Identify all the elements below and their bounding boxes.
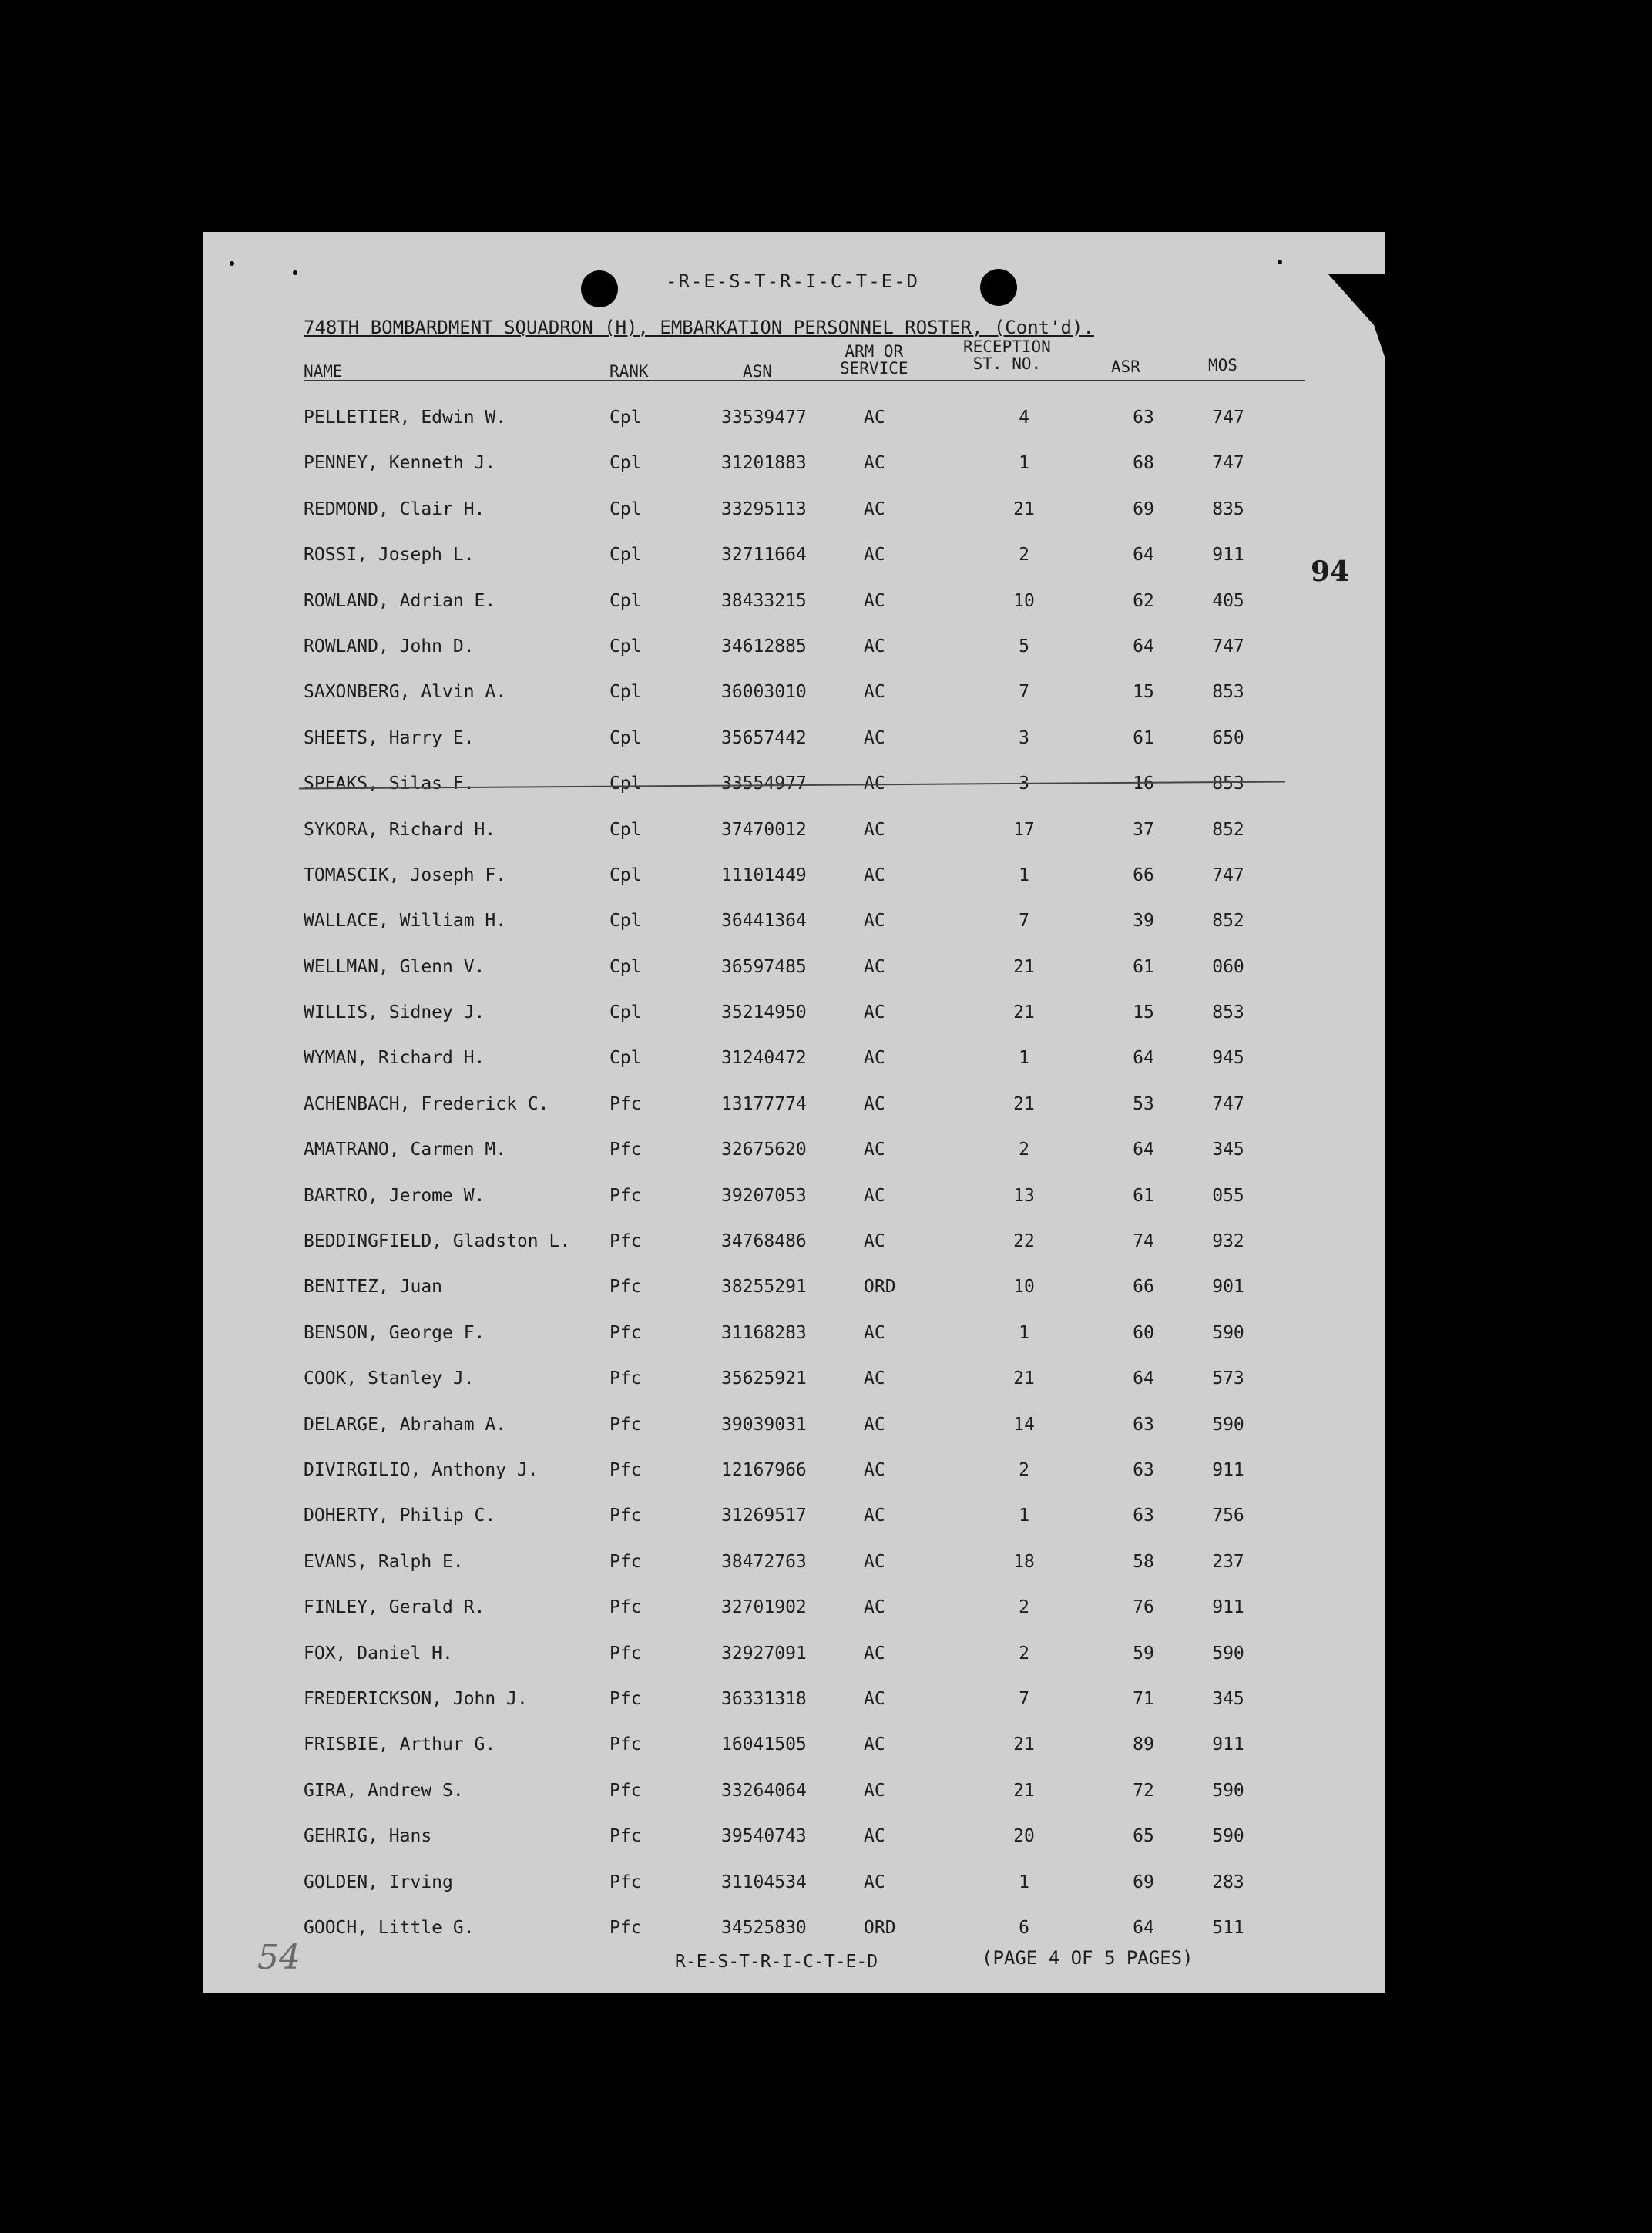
roster-reception-station: 14 [1013, 1414, 1035, 1435]
roster-name: SAXONBERG, Alvin A. [304, 682, 507, 703]
roster-rank: Cpl [609, 682, 642, 703]
speck [293, 270, 297, 275]
roster-reception-station: 21 [1013, 1002, 1035, 1023]
table-row [203, 911, 1385, 956]
roster-name: SHEETS, Harry E. [304, 727, 475, 748]
classification-header: -R-E-S-T-R-I-C-T-E-D [666, 270, 919, 292]
roster-mos: 911 [1212, 1597, 1244, 1618]
table-row [203, 1048, 1385, 1093]
roster-reception-station: 17 [1013, 819, 1035, 840]
roster-arm: AC [864, 819, 885, 840]
table-row [203, 1415, 1385, 1460]
roster-asr: 64 [1133, 636, 1154, 656]
roster-arm: AC [864, 774, 885, 794]
roster-asr: 15 [1133, 1002, 1154, 1023]
roster-mos: 852 [1212, 819, 1244, 840]
roster-arm: AC [864, 1414, 885, 1435]
header-rule [304, 380, 1305, 381]
roster-mos: 835 [1212, 499, 1244, 519]
roster-name: SYKORA, Richard H. [304, 819, 496, 840]
roster-mos: 747 [1212, 453, 1244, 474]
roster-name: COOK, Stanley J. [304, 1368, 475, 1389]
roster-asr: 61 [1133, 956, 1154, 977]
roster-name: WYMAN, Richard H. [304, 1048, 485, 1069]
page-count: (PAGE 4 OF 5 PAGES) [982, 1947, 1194, 1969]
roster-mos: 590 [1212, 1322, 1244, 1343]
roster-arm: AC [864, 1688, 885, 1709]
roster-title: 748TH BOMBARDMENT SQUADRON (H), EMBARKATION PERSONNEL ROSTER, (Cont'd). [304, 317, 1094, 338]
roster-reception-station: 3 [1019, 727, 1029, 748]
roster-mos: 590 [1212, 1826, 1244, 1847]
roster-rank: Pfc [609, 1231, 642, 1252]
roster-arm: AC [864, 956, 885, 977]
roster-reception-station: 1 [1019, 865, 1029, 885]
roster-reception-station: 7 [1019, 682, 1029, 703]
roster-arm: AC [864, 1140, 885, 1160]
roster-reception-station: 1 [1019, 1506, 1029, 1526]
roster-arm: AC [864, 590, 885, 611]
roster-asr: 63 [1133, 408, 1154, 428]
roster-asr: 60 [1133, 1322, 1154, 1343]
roster-rank: Cpl [609, 956, 642, 977]
roster-asn: 34768486 [721, 1231, 807, 1252]
roster-name: ACHENBACH, Frederick C. [304, 1093, 549, 1114]
roster-rank: Pfc [609, 1414, 642, 1435]
roster-asn: 35657442 [721, 727, 807, 748]
roster-name: REDMOND, Clair H. [304, 499, 485, 519]
roster-asn: 31168283 [721, 1322, 807, 1343]
roster-arm: AC [864, 1597, 885, 1618]
roster-name: SPEAKS, Silas F. [304, 774, 475, 794]
page-mark: 94 [1311, 556, 1350, 588]
roster-mos: 283 [1212, 1872, 1244, 1892]
roster-mos: 747 [1212, 636, 1244, 656]
roster-mos: 853 [1212, 682, 1244, 703]
roster-mos: 945 [1212, 1048, 1244, 1069]
roster-rank: Pfc [609, 1185, 642, 1206]
table-row [203, 1277, 1385, 1322]
roster-reception-station: 2 [1019, 545, 1029, 566]
roster-reception-station: 1 [1019, 1872, 1029, 1892]
roster-asr: 74 [1133, 1231, 1154, 1252]
roster-rank: Pfc [609, 1459, 642, 1480]
roster-arm: AC [864, 911, 885, 932]
roster-asn: 34612885 [721, 636, 807, 656]
roster-rank: Pfc [609, 1506, 642, 1526]
roster-mos: 911 [1212, 1459, 1244, 1480]
roster-reception-station: 10 [1013, 1277, 1035, 1298]
roster-mos: 932 [1212, 1231, 1244, 1252]
roster-rank: Cpl [609, 408, 642, 428]
roster-reception-station: 20 [1013, 1826, 1035, 1847]
column-header-reception: RECEPTION ST. NO. [963, 337, 1051, 373]
punch-hole-left [581, 270, 618, 307]
roster-reception-station: 4 [1019, 408, 1029, 428]
roster-mos: 747 [1212, 1093, 1244, 1114]
column-header-name: NAME [304, 362, 343, 381]
roster-name: ROWLAND, John D. [304, 636, 475, 656]
roster-rank: Pfc [609, 1597, 642, 1618]
table-row [203, 1826, 1385, 1872]
roster-asn: 12167966 [721, 1459, 807, 1480]
speck [230, 261, 234, 266]
roster-reception-station: 1 [1019, 453, 1029, 474]
roster-mos: 911 [1212, 1734, 1244, 1755]
roster-name: BEDDINGFIELD, Gladston L. [304, 1231, 571, 1252]
table-row [203, 728, 1385, 774]
table-row [203, 1734, 1385, 1780]
roster-arm: AC [864, 636, 885, 656]
roster-name: GIRA, Andrew S. [304, 1780, 464, 1801]
roster-mos: 853 [1212, 1002, 1244, 1023]
speck [1278, 260, 1282, 264]
roster-reception-station: 3 [1019, 774, 1029, 794]
table-row [203, 1231, 1385, 1277]
roster-table [203, 408, 1385, 1963]
roster-arm: AC [864, 1551, 885, 1572]
roster-reception-station: 1 [1019, 1322, 1029, 1343]
roster-arm: AC [864, 682, 885, 703]
table-row [203, 1552, 1385, 1597]
roster-mos: 747 [1212, 865, 1244, 885]
roster-rank: Pfc [609, 1734, 642, 1755]
roster-reception-station: 7 [1019, 1688, 1029, 1709]
roster-mos: 590 [1212, 1780, 1244, 1801]
roster-asn: 13177774 [721, 1093, 807, 1114]
roster-arm: AC [864, 1322, 885, 1343]
roster-arm: AC [864, 727, 885, 748]
roster-asn: 37470012 [721, 819, 807, 840]
roster-asn: 39540743 [721, 1826, 807, 1847]
roster-asr: 59 [1133, 1643, 1154, 1664]
roster-asr: 16 [1133, 774, 1154, 794]
roster-asn: 36003010 [721, 682, 807, 703]
column-header-rank: RANK [609, 362, 649, 381]
roster-mos: 590 [1212, 1643, 1244, 1664]
roster-arm: AC [864, 1872, 885, 1892]
table-row [203, 1872, 1385, 1918]
roster-asn: 31201883 [721, 453, 807, 474]
roster-asr: 66 [1133, 865, 1154, 885]
roster-arm: AC [864, 865, 885, 885]
table-row [203, 1094, 1385, 1140]
table-row [203, 1506, 1385, 1551]
roster-rank: Cpl [609, 499, 642, 519]
roster-arm: AC [864, 1506, 885, 1526]
roster-name: FREDERICKSON, John J. [304, 1688, 528, 1709]
roster-mos: 573 [1212, 1368, 1244, 1389]
roster-name: AMATRANO, Carmen M. [304, 1140, 507, 1160]
roster-asn: 33539477 [721, 408, 807, 428]
roster-name: WELLMAN, Glenn V. [304, 956, 485, 977]
table-row [203, 1368, 1385, 1414]
roster-mos: 060 [1212, 956, 1244, 977]
roster-mos: 747 [1212, 408, 1244, 428]
table-row [203, 865, 1385, 911]
column-header-asn: ASN [743, 362, 772, 381]
roster-rank: Pfc [609, 1551, 642, 1572]
roster-asr: 64 [1133, 1917, 1154, 1938]
roster-mos: 055 [1212, 1185, 1244, 1206]
table-row [203, 636, 1385, 682]
table-row [203, 1460, 1385, 1506]
roster-asn: 35625921 [721, 1368, 807, 1389]
roster-asr: 37 [1133, 819, 1154, 840]
roster-arm: AC [864, 453, 885, 474]
roster-rank: Cpl [609, 1002, 642, 1023]
roster-reception-station: 21 [1013, 956, 1035, 977]
roster-rank: Pfc [609, 1368, 642, 1389]
roster-reception-station: 1 [1019, 1048, 1029, 1069]
roster-arm: AC [864, 1459, 885, 1480]
roster-asn: 33554977 [721, 774, 807, 794]
roster-asr: 63 [1133, 1414, 1154, 1435]
roster-reception-station: 10 [1013, 590, 1035, 611]
table-row [203, 499, 1385, 545]
roster-name: WALLACE, William H. [304, 911, 507, 932]
roster-asn: 31240472 [721, 1048, 807, 1069]
roster-asr: 61 [1133, 1185, 1154, 1206]
roster-mos: 756 [1212, 1506, 1244, 1526]
roster-arm: AC [864, 1368, 885, 1389]
table-row [203, 957, 1385, 1002]
roster-name: DIVIRGILIO, Anthony J. [304, 1459, 539, 1480]
roster-arm: AC [864, 1002, 885, 1023]
roster-name: GOOCH, Little G. [304, 1917, 475, 1938]
roster-arm: AC [864, 499, 885, 519]
roster-arm: AC [864, 1231, 885, 1252]
roster-asn: 16041505 [721, 1734, 807, 1755]
roster-asr: 72 [1133, 1780, 1154, 1801]
roster-asr: 65 [1133, 1826, 1154, 1847]
roster-asn: 38472763 [721, 1551, 807, 1572]
roster-arm: AC [864, 1048, 885, 1069]
roster-name: ROWLAND, Adrian E. [304, 590, 496, 611]
roster-rank: Cpl [609, 1048, 642, 1069]
roster-rank: Pfc [609, 1872, 642, 1892]
roster-mos: 405 [1212, 590, 1244, 611]
roster-asr: 64 [1133, 1140, 1154, 1160]
roster-asr: 68 [1133, 453, 1154, 474]
roster-page [203, 232, 1385, 1993]
roster-asn: 34525830 [721, 1917, 807, 1938]
roster-asn: 36441364 [721, 911, 807, 932]
roster-rank: Pfc [609, 1093, 642, 1114]
roster-asr: 64 [1133, 1368, 1154, 1389]
roster-asr: 64 [1133, 1048, 1154, 1069]
roster-asn: 36597485 [721, 956, 807, 977]
roster-mos: 345 [1212, 1140, 1244, 1160]
roster-reception-station: 22 [1013, 1231, 1035, 1252]
roster-asr: 39 [1133, 911, 1154, 932]
roster-reception-station: 2 [1019, 1597, 1029, 1618]
roster-arm: AC [864, 1780, 885, 1801]
roster-name: FOX, Daniel H. [304, 1643, 453, 1664]
roster-arm: AC [864, 1826, 885, 1847]
table-row [203, 453, 1385, 499]
column-header-asr: ASR [1111, 358, 1140, 376]
roster-asn: 39207053 [721, 1185, 807, 1206]
roster-arm: AC [864, 408, 885, 428]
roster-name: BENSON, George F. [304, 1322, 485, 1343]
table-row [203, 545, 1385, 590]
roster-asr: 53 [1133, 1093, 1154, 1114]
roster-rank: Pfc [609, 1780, 642, 1801]
roster-rank: Cpl [609, 636, 642, 656]
table-row [203, 1002, 1385, 1048]
roster-asn: 11101449 [721, 865, 807, 885]
roster-asn: 35214950 [721, 1002, 807, 1023]
roster-mos: 901 [1212, 1277, 1244, 1298]
roster-arm: AC [864, 1734, 885, 1755]
table-row [203, 774, 1385, 819]
roster-asr: 66 [1133, 1277, 1154, 1298]
table-row [203, 591, 1385, 636]
roster-name: FRISBIE, Arthur G. [304, 1734, 496, 1755]
table-row [203, 682, 1385, 727]
roster-asn: 38255291 [721, 1277, 807, 1298]
roster-asn: 33264064 [721, 1780, 807, 1801]
roster-rank: Cpl [609, 819, 642, 840]
roster-asn: 31104534 [721, 1872, 807, 1892]
table-row [203, 820, 1385, 865]
roster-arm: ORD [864, 1277, 896, 1298]
roster-asr: 76 [1133, 1597, 1154, 1618]
roster-rank: Cpl [609, 545, 642, 566]
roster-asr: 61 [1133, 727, 1154, 748]
roster-rank: Pfc [609, 1917, 642, 1938]
roster-reception-station: 18 [1013, 1551, 1035, 1572]
roster-mos: 650 [1212, 727, 1244, 748]
roster-name: GEHRIG, Hans [304, 1826, 432, 1847]
roster-arm: AC [864, 1093, 885, 1114]
roster-asr: 89 [1133, 1734, 1154, 1755]
roster-reception-station: 2 [1019, 1643, 1029, 1664]
roster-asn: 32701902 [721, 1597, 807, 1618]
roster-rank: Cpl [609, 453, 642, 474]
roster-mos: 911 [1212, 545, 1244, 566]
roster-reception-station: 5 [1019, 636, 1029, 656]
roster-mos: 590 [1212, 1414, 1244, 1435]
roster-asn: 32927091 [721, 1643, 807, 1664]
table-row [203, 1689, 1385, 1734]
roster-asn: 36331318 [721, 1688, 807, 1709]
roster-reception-station: 7 [1019, 911, 1029, 932]
roster-name: TOMASCIK, Joseph F. [304, 865, 507, 885]
column-header-arm: ARM OR SERVICE [840, 342, 908, 378]
roster-arm: AC [864, 545, 885, 566]
roster-asn: 32675620 [721, 1140, 807, 1160]
roster-name: PENNEY, Kenneth J. [304, 453, 496, 474]
roster-asn: 39039031 [721, 1414, 807, 1435]
roster-rank: Cpl [609, 774, 642, 794]
roster-reception-station: 21 [1013, 1780, 1035, 1801]
roster-asr: 63 [1133, 1506, 1154, 1526]
table-row [203, 1140, 1385, 1185]
roster-asr: 71 [1133, 1688, 1154, 1709]
roster-reception-station: 21 [1013, 1368, 1035, 1389]
roster-reception-station: 13 [1013, 1185, 1035, 1206]
roster-asn: 31269517 [721, 1506, 807, 1526]
roster-name: BENITEZ, Juan [304, 1277, 443, 1298]
roster-rank: Pfc [609, 1826, 642, 1847]
roster-reception-station: 21 [1013, 1093, 1035, 1114]
table-row [203, 408, 1385, 453]
roster-arm: ORD [864, 1917, 896, 1938]
roster-reception-station: 21 [1013, 1734, 1035, 1755]
roster-mos: 853 [1212, 774, 1244, 794]
roster-rank: Pfc [609, 1688, 642, 1709]
torn-corner [1328, 274, 1385, 359]
roster-asn: 32711664 [721, 545, 807, 566]
roster-name: PELLETIER, Edwin W. [304, 408, 507, 428]
roster-mos: 511 [1212, 1917, 1244, 1938]
table-row [203, 1597, 1385, 1643]
table-row [203, 1644, 1385, 1689]
roster-mos: 237 [1212, 1551, 1244, 1572]
roster-asr: 15 [1133, 682, 1154, 703]
classification-footer: R-E-S-T-R-I-C-T-E-D [675, 1952, 878, 1972]
roster-asr: 63 [1133, 1459, 1154, 1480]
roster-asr: 69 [1133, 1872, 1154, 1892]
roster-rank: Cpl [609, 865, 642, 885]
roster-name: DOHERTY, Philip C. [304, 1506, 496, 1526]
roster-rank: Cpl [609, 727, 642, 748]
roster-name: WILLIS, Sidney J. [304, 1002, 485, 1023]
column-header-mos: MOS [1208, 356, 1237, 374]
table-row [203, 1186, 1385, 1231]
roster-mos: 345 [1212, 1688, 1244, 1709]
roster-asn: 33295113 [721, 499, 807, 519]
punch-hole-right [980, 269, 1017, 306]
roster-name: GOLDEN, Irving [304, 1872, 453, 1892]
table-row [203, 1781, 1385, 1826]
roster-name: EVANS, Ralph E. [304, 1551, 464, 1572]
roster-asr: 58 [1133, 1551, 1154, 1572]
roster-rank: Pfc [609, 1140, 642, 1160]
roster-reception-station: 6 [1019, 1917, 1029, 1938]
roster-reception-station: 2 [1019, 1140, 1029, 1160]
roster-arm: AC [864, 1185, 885, 1206]
roster-reception-station: 21 [1013, 499, 1035, 519]
roster-rank: Cpl [609, 911, 642, 932]
roster-name: DELARGE, Abraham A. [304, 1414, 507, 1435]
roster-name: BARTRO, Jerome W. [304, 1185, 485, 1206]
margin-note: 54 [257, 1938, 301, 1977]
roster-asn: 38433215 [721, 590, 807, 611]
roster-rank: Pfc [609, 1322, 642, 1343]
roster-rank: Pfc [609, 1277, 642, 1298]
roster-name: ROSSI, Joseph L. [304, 545, 475, 566]
roster-asr: 64 [1133, 545, 1154, 566]
roster-reception-station: 2 [1019, 1459, 1029, 1480]
roster-asr: 69 [1133, 499, 1154, 519]
roster-arm: AC [864, 1643, 885, 1664]
roster-asr: 62 [1133, 590, 1154, 611]
table-row [203, 1323, 1385, 1368]
roster-rank: Pfc [609, 1643, 642, 1664]
roster-mos: 852 [1212, 911, 1244, 932]
roster-name: FINLEY, Gerald R. [304, 1597, 485, 1618]
roster-rank: Cpl [609, 590, 642, 611]
